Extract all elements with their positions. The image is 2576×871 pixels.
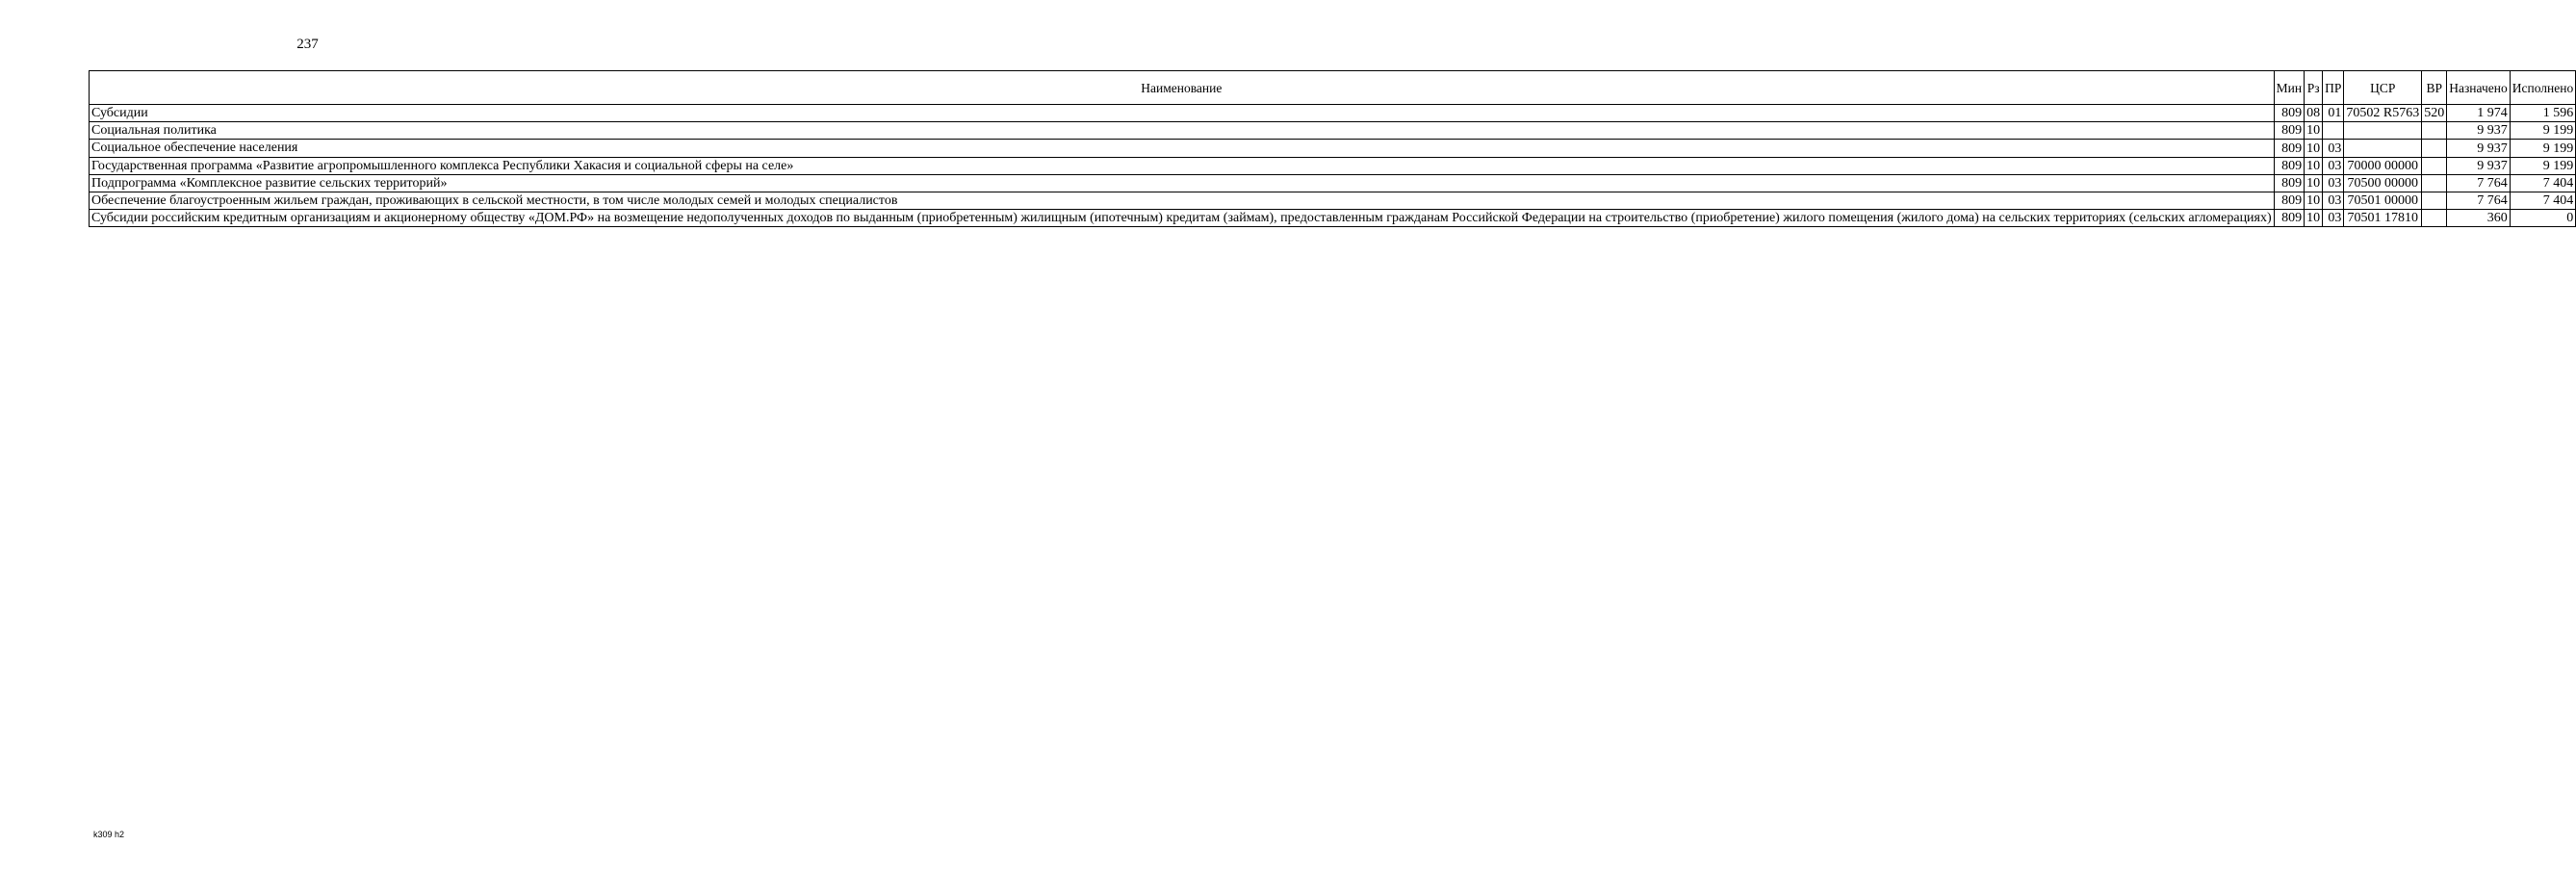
row-min: 809 — [2274, 157, 2304, 174]
header-rz: Рз — [2305, 71, 2323, 105]
row-rz: 10 — [2305, 210, 2323, 227]
table-row — [90, 105, 2576, 122]
table-row — [90, 210, 2576, 227]
table-row — [90, 122, 2576, 140]
row-vr — [2422, 210, 2447, 227]
row-min: 809 — [2274, 140, 2304, 157]
row-name: Субсидии российским кредитным организациям и акционерному обществу «ДОМ.РФ» на возмещение недополученных доходов по выданным (приобретенным) жилищным (ипотечным) кредитам (займам), предоставленным гражданам Российской Федерации на строительство (приобретение) жилого помещения (жилого дома) на сельских территориях (сельских агломерациях) — [90, 210, 2275, 227]
row-csr: 70500 00000 — [2344, 174, 2422, 192]
row-vr — [2422, 192, 2447, 210]
row-csr: 70000 00000 — [2344, 157, 2422, 174]
row-pr: 03 — [2323, 140, 2344, 157]
row-executed: 0 — [2510, 210, 2575, 227]
row-assigned: 1 974 — [2447, 105, 2511, 122]
row-min: 809 — [2274, 105, 2304, 122]
header-csr: ЦСР — [2344, 71, 2422, 105]
row-vr: 520 — [2422, 105, 2447, 122]
row-rz: 10 — [2305, 174, 2323, 192]
header-vr: ВР — [2422, 71, 2447, 105]
header-assigned: Назначено — [2447, 71, 2511, 105]
row-pr: 03 — [2323, 192, 2344, 210]
row-min: 809 — [2274, 210, 2304, 227]
row-assigned: 7 764 — [2447, 174, 2511, 192]
row-vr — [2422, 174, 2447, 192]
row-executed: 1 596 — [2510, 105, 2575, 122]
row-min: 809 — [2274, 122, 2304, 140]
row-pr: 03 — [2323, 157, 2344, 174]
header-name: Наименование — [90, 71, 2275, 105]
row-csr — [2344, 140, 2422, 157]
row-assigned: 360 — [2447, 210, 2511, 227]
table-header-row — [90, 71, 2576, 105]
row-executed: 9 199 — [2510, 140, 2575, 157]
row-pr: 03 — [2323, 210, 2344, 227]
table-row — [90, 192, 2576, 210]
row-assigned: 7 764 — [2447, 192, 2511, 210]
row-pr: 01 — [2323, 105, 2344, 122]
row-assigned: 9 937 — [2447, 140, 2511, 157]
header-executed: Исполнено — [2510, 71, 2575, 105]
footer-code: k309 h2 — [93, 830, 125, 839]
header-pr: ПР — [2323, 71, 2344, 105]
row-pr: 03 — [2323, 174, 2344, 192]
row-vr — [2422, 157, 2447, 174]
row-name: Социальное обеспечение населения — [90, 140, 2275, 157]
row-executed: 7 404 — [2510, 192, 2575, 210]
header-min: Мин — [2274, 71, 2304, 105]
row-assigned: 9 937 — [2447, 157, 2511, 174]
row-rz: 10 — [2305, 140, 2323, 157]
row-name: Субсидии — [90, 105, 2275, 122]
row-executed: 9 199 — [2510, 122, 2575, 140]
row-rz: 10 — [2305, 157, 2323, 174]
row-min: 809 — [2274, 174, 2304, 192]
row-executed: 7 404 — [2510, 174, 2575, 192]
row-executed: 9 199 — [2510, 157, 2575, 174]
row-name: Социальная политика — [90, 122, 2275, 140]
row-assigned: 9 937 — [2447, 122, 2511, 140]
row-rz: 08 — [2305, 105, 2323, 122]
page-number: 237 — [296, 37, 319, 52]
row-name: Подпрограмма «Комплексное развитие сельских территорий» — [90, 174, 2275, 192]
row-name: Обеспечение благоустроенным жильем граждан, проживающих в сельской местности, в том числе молодых семей и молодых специалистов — [90, 192, 2275, 210]
row-rz: 10 — [2305, 122, 2323, 140]
row-csr: 70501 00000 — [2344, 192, 2422, 210]
table-row — [90, 140, 2576, 157]
row-csr — [2344, 122, 2422, 140]
row-vr — [2422, 122, 2447, 140]
row-name: Государственная программа «Развитие агропромышленного комплекса Республики Хакасия и социальной сферы на селе» — [90, 157, 2275, 174]
budget-table — [89, 70, 2576, 227]
row-pr — [2323, 122, 2344, 140]
row-csr: 70501 17810 — [2344, 210, 2422, 227]
row-csr: 70502 R5763 — [2344, 105, 2422, 122]
row-vr — [2422, 140, 2447, 157]
row-min: 809 — [2274, 192, 2304, 210]
table-row — [90, 157, 2576, 174]
row-rz: 10 — [2305, 192, 2323, 210]
table-row — [90, 174, 2576, 192]
